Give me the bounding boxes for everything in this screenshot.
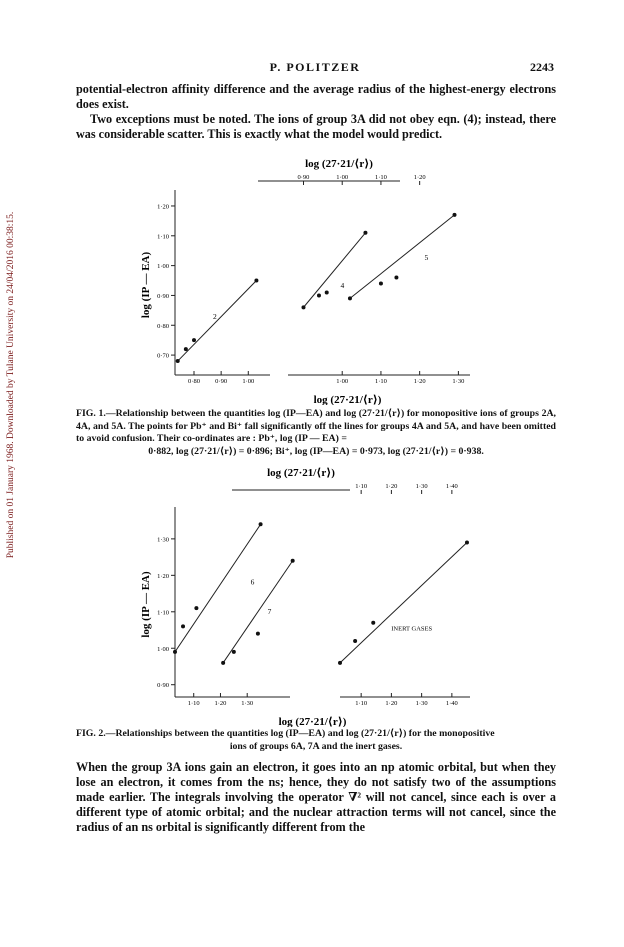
- series-label: 5: [424, 252, 429, 262]
- series-label: INERT GASES: [391, 625, 433, 633]
- y-tick-label: 1·30: [157, 536, 169, 544]
- y-tick-label: 1·10: [157, 609, 169, 617]
- series-line: [350, 215, 455, 299]
- header-author: P. POLITZER: [269, 60, 361, 74]
- y-tick-label: 0·80: [157, 322, 169, 330]
- x-tick-label: 1·20: [413, 378, 426, 385]
- figure-1-chart: [0, 140, 624, 405]
- y-tick-label: 0·70: [157, 352, 169, 360]
- data-point: [221, 661, 225, 665]
- data-point: [184, 347, 188, 351]
- data-point: [348, 296, 352, 300]
- page-number: 2243: [530, 60, 554, 74]
- data-point: [291, 559, 295, 563]
- x-tick-label: 1·40: [445, 700, 458, 707]
- data-point: [254, 279, 258, 283]
- series-label: 6: [250, 577, 255, 587]
- data-point: [353, 639, 357, 643]
- y-axis-title: log (IP — EA): [140, 251, 152, 319]
- y-tick-label: 1·10: [157, 233, 169, 241]
- data-point: [363, 231, 367, 235]
- top-axis-title: log (27·21/⟨r⟩): [267, 467, 335, 479]
- series-label: 7: [267, 606, 272, 616]
- y-tick-label: 1·20: [157, 203, 169, 211]
- x-tick-label: 1·20: [214, 700, 227, 707]
- data-point: [259, 522, 263, 526]
- x-axis-title: log (27·21/⟨r⟩): [278, 716, 347, 727]
- data-point: [394, 276, 398, 280]
- data-point: [371, 621, 375, 625]
- series-line: [340, 543, 467, 663]
- figure-2-caption: [76, 728, 556, 753]
- x-tick-label: 1·30: [452, 378, 465, 385]
- data-point: [301, 305, 305, 309]
- data-point: [317, 293, 321, 297]
- top-tick-label: 1·10: [355, 483, 368, 490]
- data-point: [325, 290, 329, 294]
- body-text-top: [76, 82, 556, 142]
- top-axis-title: log (27·21/⟨r⟩): [305, 158, 373, 170]
- series-label: 4: [340, 280, 345, 290]
- x-tick-label: 1·30: [415, 700, 428, 707]
- data-point: [232, 650, 236, 654]
- x-axis-title: log (27·21/⟨r⟩): [313, 394, 382, 405]
- x-tick-label: 0·90: [215, 378, 228, 385]
- top-tick-label: 1·20: [413, 174, 426, 181]
- data-point: [379, 282, 383, 286]
- data-point: [192, 338, 196, 342]
- series-label: 2: [213, 311, 217, 321]
- y-tick-label: 1·20: [157, 572, 169, 580]
- fig1-caption-line1: FIG. 1.—Relationship between the quantities log (IP—EA) and log (27·21/⟨r⟩) for monopositive ions of groups 2A, 4A, and 5A. The points for Pb⁺ and Bi⁺ fall significantly off the lines for groups 4A and 5A, and have been omitted to avoid confusion. Their co-ordinates are : Pb⁺, log (IP — EA) =: [76, 408, 556, 444]
- y-tick-label: 0·90: [157, 682, 169, 690]
- y-tick-label: 0·90: [157, 292, 169, 300]
- data-point: [465, 541, 469, 545]
- x-tick-label: 1·10: [355, 700, 368, 707]
- y-tick-label: 1·00: [157, 263, 169, 271]
- data-point: [256, 632, 260, 636]
- y-tick-label: 1·00: [157, 645, 169, 653]
- data-point: [181, 624, 185, 628]
- figure-2-chart: [0, 462, 624, 727]
- x-tick-label: 1·10: [187, 700, 200, 707]
- data-point: [194, 606, 198, 610]
- top-tick-label: 1·10: [374, 174, 387, 181]
- data-point: [338, 661, 342, 665]
- x-tick-label: 1·00: [336, 378, 349, 385]
- fig2-caption-line1: FIG. 2.—Relationships between the quantities log (IP—EA) and log (27·21/⟨r⟩) for the monopositive: [76, 728, 495, 739]
- series-line: [175, 524, 261, 652]
- fig1-caption-line2: 0·882, log (27·21/⟨r⟩) = 0·896; Bi⁺, log (IP—EA) = 0·973, log (27·21/⟨r⟩) = 0·938.: [148, 445, 484, 457]
- x-tick-label: 1·20: [385, 700, 398, 707]
- y-axis-title: log (IP — EA): [140, 571, 152, 638]
- series-line: [223, 561, 293, 663]
- running-header: [76, 60, 554, 76]
- series-line: [178, 281, 257, 362]
- figure-1-caption: [76, 408, 556, 458]
- watermark-text: Published on 01 January 1968. Downloaded by Tulane University on 24/04/2016 00:38:15.: [6, 211, 16, 559]
- fig2-caption-line2: ions of groups 6A, 7A and the inert gases.: [229, 740, 403, 752]
- top-tick-label: 1·30: [415, 483, 428, 490]
- series-line: [303, 233, 365, 308]
- data-point: [176, 359, 180, 363]
- x-tick-label: 1·30: [241, 700, 254, 707]
- data-point: [453, 213, 457, 217]
- paragraph-3: When the group 3A ions gain an electron, it goes into an np atomic orbital, but when they lose an electron, it comes from the ns; hence, they do not satisfy two of the assumptions made earlier. The integrals involving the operator ∇² will not cancel, since each is over a different type of atomic orbital; and the nuclear attraction terms will not cancel, since the radius of an ns orbital is significantly different from the: [76, 760, 556, 834]
- top-tick-label: 0·90: [297, 174, 310, 181]
- top-tick-label: 1·20: [385, 483, 398, 490]
- paragraph-1: potential-electron affinity difference and the average radius of the highest-energy electrons does exist.: [76, 82, 556, 111]
- x-tick-label: 0·80: [188, 378, 200, 385]
- data-point: [173, 650, 177, 654]
- body-text-bottom: [76, 760, 556, 835]
- x-tick-label: 1·10: [374, 378, 387, 385]
- paragraph-2: Two exceptions must be noted. The ions of group 3A did not obey eqn. (4); instead, there was considerable scatter. This is exactly what the model would predict.: [76, 112, 556, 141]
- x-tick-label: 1·00: [242, 378, 255, 385]
- top-tick-label: 1·40: [445, 483, 458, 490]
- top-tick-label: 1·00: [336, 174, 349, 181]
